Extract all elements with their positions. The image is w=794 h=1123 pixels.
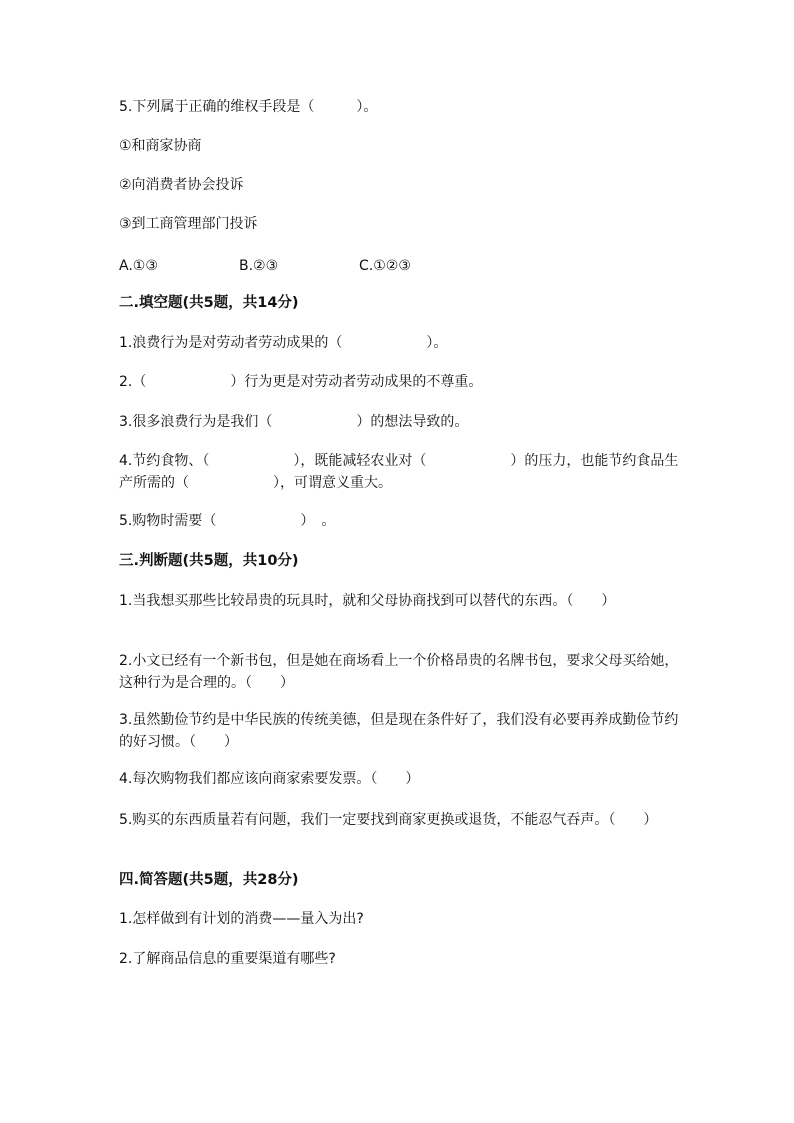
option-c: C.①②③	[359, 258, 411, 274]
choice-item-1: ①和商家协商	[119, 138, 202, 154]
question-1-5: 5.下列属于正确的维权手段是（ ）。	[119, 99, 378, 115]
judge-question-3: 3.虽然勤俭节约是中华民族的传统美德，但是现在条件好了，我们没有必要再养成勤俭节约的好习惯。（ ）	[119, 712, 679, 750]
fill-question-3: 3.很多浪费行为是我们（ ）的想法导致的。	[119, 414, 469, 430]
judge-question-1: 1.当我想买那些比较昂贵的玩具时，就和父母协商找到可以替代的东西。（ ）	[119, 593, 616, 609]
fill-question-5: 5.购物时需要（ ） 。	[119, 513, 336, 529]
choice-item-2: ②向消费者协会投诉	[119, 177, 244, 193]
fill-question-4: 4.节约食物、（ ），既能减轻农业对（ ）的压力，也能节约食品生产所需的（ ），可谓意义重大。	[119, 453, 679, 491]
judge-question-5: 5.购买的东西质量若有问题，我们一定要找到商家更换或退货，不能忍气吞声。（ ）	[119, 812, 658, 828]
option-a: A.①③	[119, 258, 158, 274]
fill-question-2: 2.（ ）行为更是对劳动者劳动成果的不尊重。	[119, 374, 483, 390]
section-two-heading: 二.填空题(共5题，共14分)	[119, 295, 299, 311]
short-answer-question-2: 2.了解商品信息的重要渠道有哪些?	[119, 951, 336, 967]
judge-question-2: 2.小文已经有一个新书包，但是她在商场看上一个价格昂贵的名牌书包，要求父母买给她，这种行为是合理的。（ ）	[119, 653, 679, 691]
section-three-heading: 三.判断题(共5题，共10分)	[119, 553, 299, 569]
choice-item-3: ③到工商管理部门投诉	[119, 216, 258, 232]
option-b: B.②③	[239, 258, 279, 274]
judge-question-4: 4.每次购物我们都应该向商家索要发票。（ ）	[119, 771, 420, 787]
answer-options	[119, 255, 679, 277]
section-four-heading: 四.简答题(共5题，共28分)	[119, 872, 299, 888]
short-answer-question-1: 1.怎样做到有计划的消费——量入为出?	[119, 911, 364, 927]
fill-question-1: 1.浪费行为是对劳动者劳动成果的（ ）。	[119, 335, 448, 351]
